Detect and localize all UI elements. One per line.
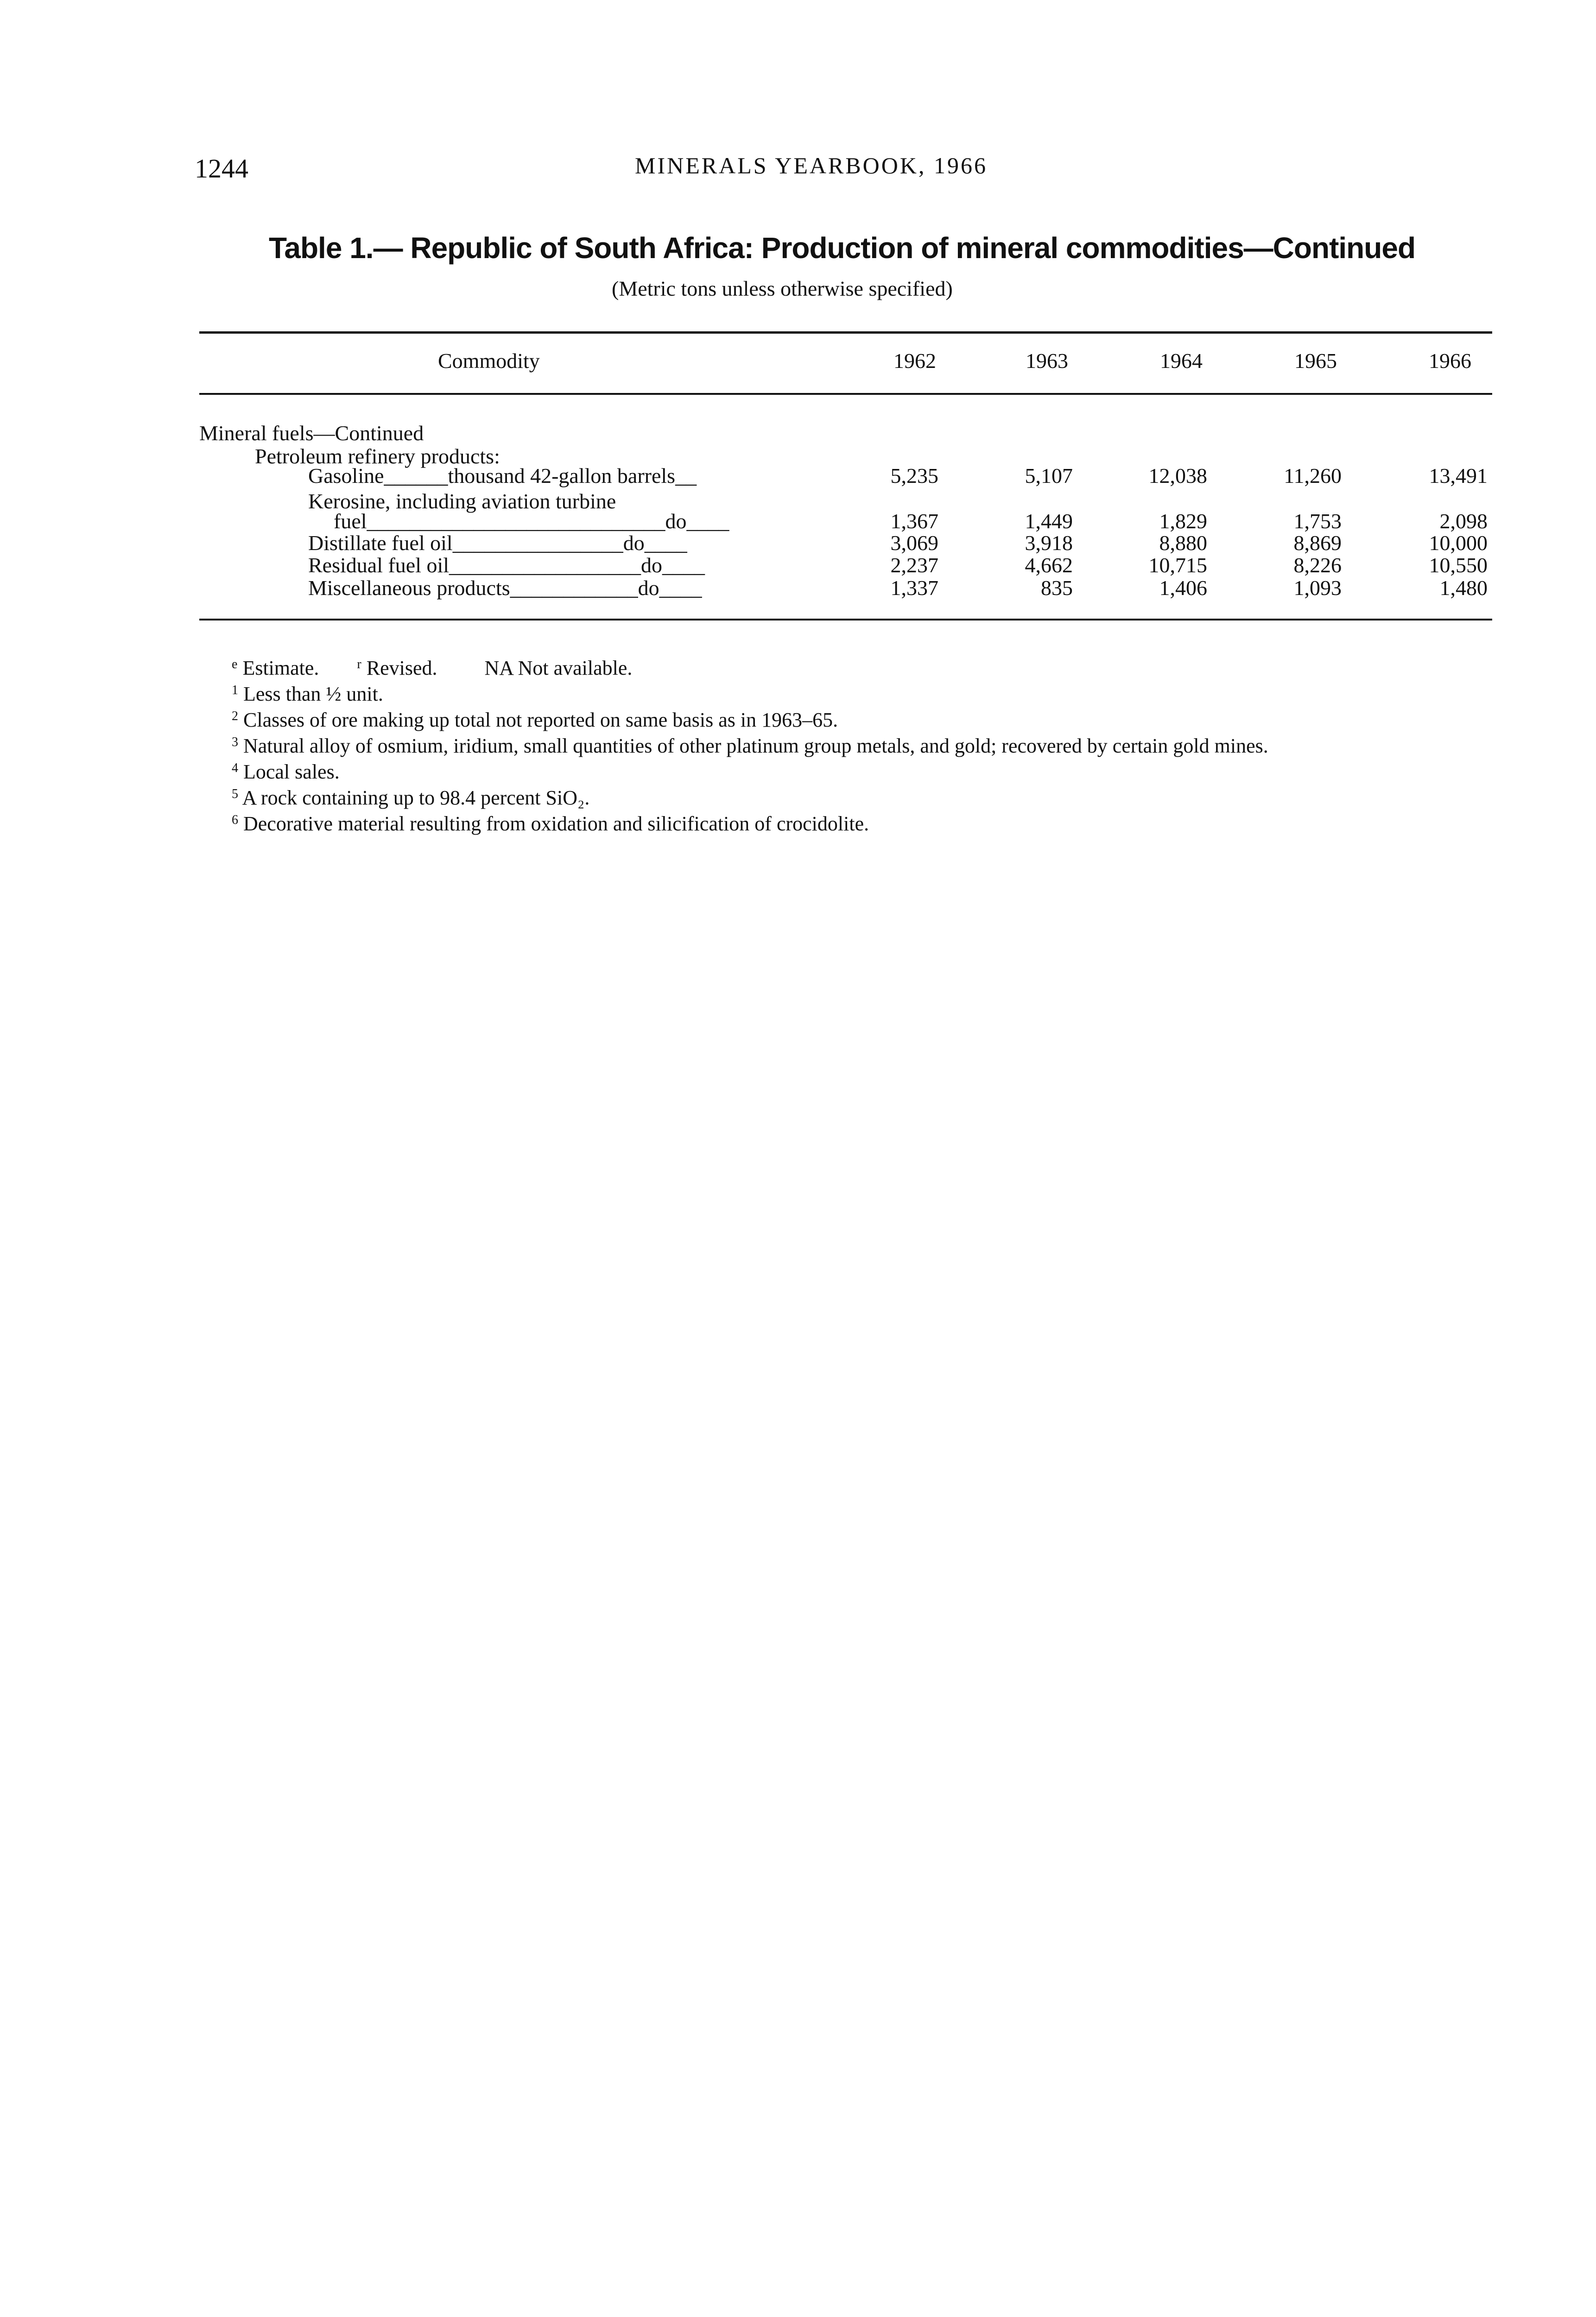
cell-residual-1965: 8,226 xyxy=(1293,553,1342,577)
cell-misc-1962: 1,337 xyxy=(890,576,938,600)
footnote-5 xyxy=(204,783,1492,809)
column-header-commodity: Commodity xyxy=(438,349,540,373)
footnote-text: Local sales. xyxy=(243,760,340,783)
cell-kerosine-1965: 1,753 xyxy=(1293,509,1342,533)
table-row xyxy=(199,463,1492,487)
cell-distillate-1965: 8,869 xyxy=(1293,531,1342,555)
cell-residual-1963: 4,662 xyxy=(1025,553,1073,577)
footnote-text: Estimate. xyxy=(242,657,319,679)
column-header-1966: 1966 xyxy=(1429,349,1471,373)
footnote-text: Decorative material resulting from oxidation and silicification of crocidolite. xyxy=(243,812,869,835)
footnotes xyxy=(204,653,1492,835)
column-header-1963: 1963 xyxy=(1026,349,1068,373)
footnote-mark: 4 xyxy=(232,761,238,775)
running-head: MINERALS YEARBOOK, 1966 xyxy=(635,152,988,178)
table-subtitle: (Metric tons unless otherwise specified) xyxy=(612,277,953,300)
row-label-misc: Miscellaneous products____________do____ xyxy=(308,576,702,600)
row-label-mineral-fuels: Mineral fuels—Continued xyxy=(199,421,424,445)
cell-misc-1964: 1,406 xyxy=(1159,576,1207,600)
cell-kerosine-1963: 1,449 xyxy=(1025,509,1073,533)
footnote-text: Revised. xyxy=(366,657,437,679)
cell-distillate-1966: 10,000 xyxy=(1429,531,1488,555)
cell-misc-1966: 1,480 xyxy=(1439,576,1488,600)
cell-distillate-1962: 3,069 xyxy=(890,531,938,555)
cell-misc-1965: 1,093 xyxy=(1293,576,1342,600)
footnote-6 xyxy=(204,809,1492,835)
row-label-residual: Residual fuel oil__________________do____ xyxy=(308,553,705,577)
cell-gasoline-1965: 11,260 xyxy=(1284,464,1342,487)
table-row xyxy=(199,509,1492,532)
cell-kerosine-1966: 2,098 xyxy=(1439,509,1488,533)
footnote-text: NA Not available. xyxy=(484,657,633,679)
footnote-text: Less than ½ unit. xyxy=(243,683,383,705)
table-bottom-rule xyxy=(199,619,1492,620)
table-header-rule xyxy=(199,393,1492,395)
footnote-mark: e xyxy=(232,657,238,671)
cell-gasoline-1966: 13,491 xyxy=(1429,464,1488,487)
footnote-mark: 1 xyxy=(232,683,238,697)
cell-residual-1964: 10,715 xyxy=(1148,553,1207,577)
footnote-3 xyxy=(204,731,1492,757)
footnote-2 xyxy=(204,705,1492,731)
cell-kerosine-1964: 1,829 xyxy=(1159,509,1207,533)
cell-residual-1962: 2,237 xyxy=(890,553,938,577)
footnote-text: Classes of ore making up total not reported on same basis as in 1963–65. xyxy=(243,709,838,731)
cell-distillate-1964: 8,880 xyxy=(1159,531,1207,555)
footnote-mark: r xyxy=(357,657,361,671)
column-header-1965: 1965 xyxy=(1294,349,1337,373)
table-title: Table 1.— Republic of South Africa: Production of mineral commodities—Continued xyxy=(269,231,1416,265)
cell-kerosine-1962: 1,367 xyxy=(890,509,938,533)
column-header-1964: 1964 xyxy=(1160,349,1203,373)
table-row xyxy=(199,531,1492,554)
column-header-1962: 1962 xyxy=(893,349,936,373)
footnote-mark: 5 xyxy=(232,787,238,801)
page-number: 1244 xyxy=(195,153,248,184)
table-row xyxy=(199,553,1492,576)
table-row xyxy=(199,576,1492,599)
footnote-text: A rock containing up to 98.4 percent SiO₂. xyxy=(242,786,590,809)
footnote-mark: 2 xyxy=(232,709,238,723)
cell-residual-1966: 10,550 xyxy=(1429,553,1488,577)
row-label-gasoline: Gasoline______thousand 42-gallon barrels__ xyxy=(308,464,697,487)
footnote-mark: 3 xyxy=(232,735,238,749)
cell-gasoline-1964: 12,038 xyxy=(1148,464,1207,487)
row-label-petroleum: Petroleum refinery products: xyxy=(255,444,500,468)
footnote-4 xyxy=(204,757,1492,783)
cell-misc-1963: 835 xyxy=(1041,576,1073,600)
row-label-kerosine-fuel: fuel____________________________do____ xyxy=(334,509,729,533)
cell-gasoline-1962: 5,235 xyxy=(890,464,938,487)
cell-distillate-1963: 3,918 xyxy=(1025,531,1073,555)
table-top-rule xyxy=(199,331,1492,334)
row-label-kerosine: Kerosine, including aviation turbine xyxy=(308,489,616,513)
table-row xyxy=(199,421,1492,444)
footnote-1 xyxy=(204,679,1492,705)
cell-gasoline-1963: 5,107 xyxy=(1025,464,1073,487)
footnote-symbols xyxy=(204,653,1492,679)
footnote-mark: 6 xyxy=(232,813,238,827)
row-label-distillate: Distillate fuel oil________________do____ xyxy=(308,531,687,555)
footnote-text: Natural alloy of osmium, iridium, small quantities of other platinum group metals, and gold; recovered by certain gold mines. xyxy=(243,734,1268,757)
